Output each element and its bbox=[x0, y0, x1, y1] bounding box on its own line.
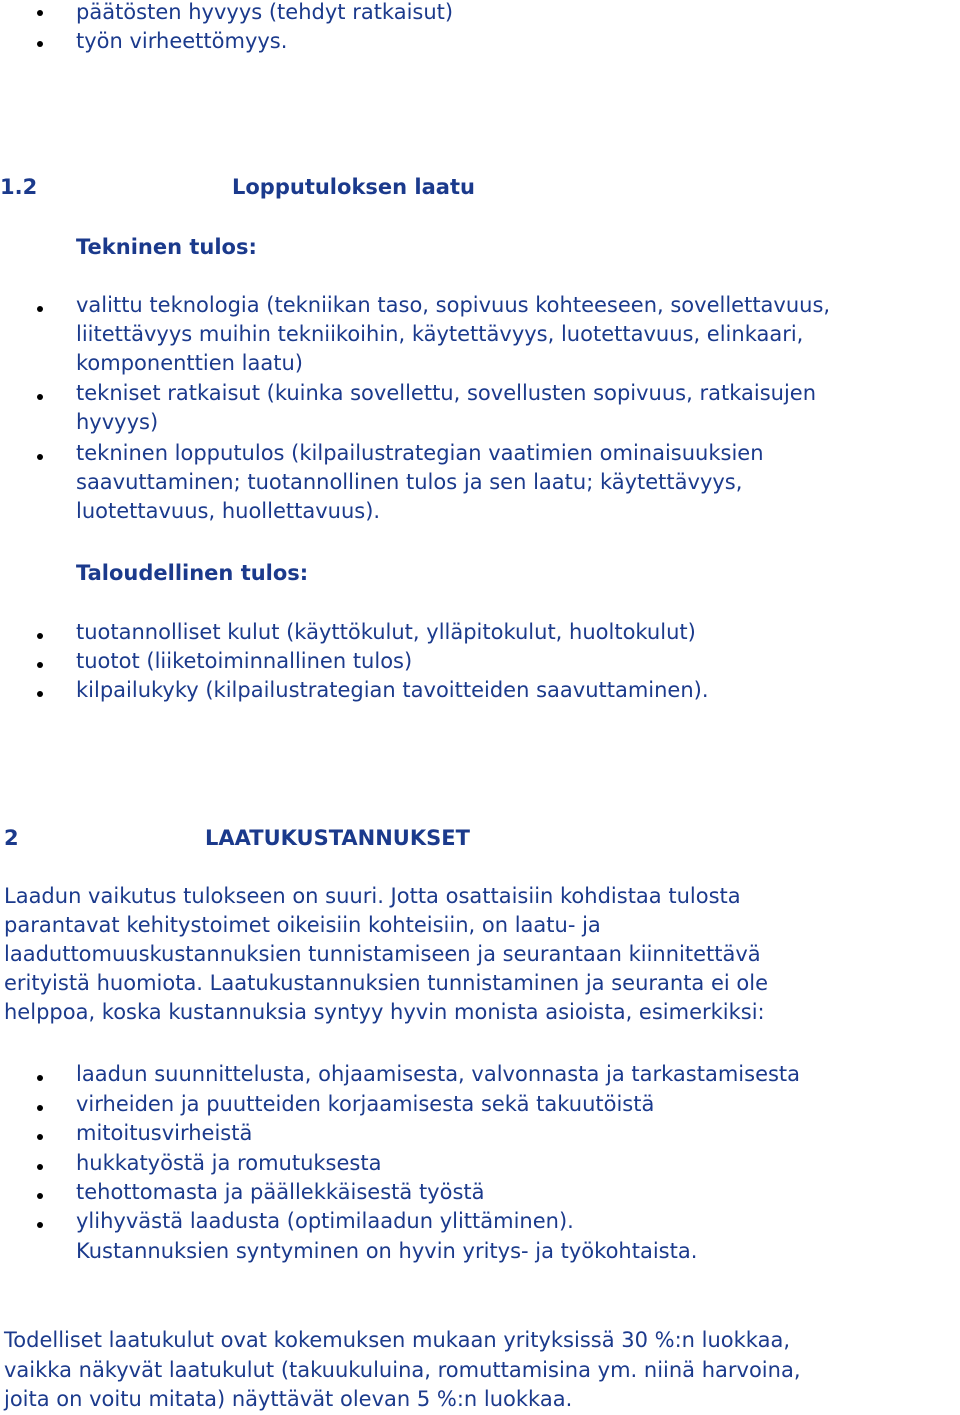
bullet-dot bbox=[37, 1105, 43, 1111]
bullet-dot bbox=[37, 691, 43, 697]
bullet-dot bbox=[37, 10, 43, 16]
paragraph-line: laaduttomuuskustannuksien tunnistamiseen ja seurantaan kiinnitettävä bbox=[4, 942, 761, 966]
list-item: kilpailukyky (kilpailustrategian tavoitteiden saavuttaminen). bbox=[76, 678, 709, 702]
bullet-dot bbox=[37, 394, 43, 400]
section-title: Lopputuloksen laatu bbox=[232, 175, 475, 199]
bullet-dot bbox=[37, 662, 43, 668]
paragraph-line: helppoa, koska kustannuksia syntyy hyvin monista asioista, esimerkiksi: bbox=[4, 1000, 765, 1024]
list-item: ylihyvästä laadusta (optimilaadun ylittäminen). bbox=[76, 1209, 574, 1233]
list-item-line: tekninen lopputulos (kilpailustrategian vaatimien ominaisuuksien bbox=[76, 441, 764, 465]
paragraph-line: parantavat kehitystoimet oikeisiin kohteisiin, on laatu- ja bbox=[4, 913, 601, 937]
section-number: 2 bbox=[4, 826, 19, 850]
bullet-dot bbox=[37, 41, 43, 47]
bullet-dot bbox=[37, 1193, 43, 1199]
bullet-dot bbox=[37, 1164, 43, 1170]
list-item-line: valittu teknologia (tekniikan taso, sopivuus kohteeseen, sovellettavuus, bbox=[76, 293, 831, 317]
list-item-line: liitettävyys muihin tekniikoihin, käytettävyys, luotettavuus, elinkaari, bbox=[76, 322, 804, 346]
list-item-line: hyvyys) bbox=[76, 410, 159, 434]
bullet-dot bbox=[37, 1222, 43, 1228]
list-item: mitoitusvirheistä bbox=[76, 1121, 253, 1145]
section-number: 1.2 bbox=[0, 175, 38, 199]
paragraph-line: joita on voitu mitata) näyttävät olevan 5 %:n luokkaa. bbox=[4, 1387, 573, 1411]
bullet-dot bbox=[37, 633, 43, 639]
list-item: tuotot (liiketoiminnallinen tulos) bbox=[76, 649, 413, 673]
bullet-dot bbox=[37, 454, 43, 460]
section-title: LAATUKUSTANNUKSET bbox=[205, 826, 470, 850]
paragraph-line: Todelliset laatukulut ovat kokemuksen mukaan yrityksissä 30 %:n luokkaa, bbox=[4, 1328, 791, 1352]
list-item: laadun suunnittelusta, ohjaamisesta, valvonnasta ja tarkastamisesta bbox=[76, 1062, 801, 1086]
list-item: tuotannolliset kulut (käyttökulut, ylläpitokulut, huoltokulut) bbox=[76, 620, 696, 644]
bullet-dot bbox=[37, 1134, 43, 1140]
list-item-line: luotettavuus, huollettavuus). bbox=[76, 499, 381, 523]
list-item: päätösten hyvyys (tehdyt ratkaisut) bbox=[76, 0, 454, 24]
bullet-dot bbox=[37, 1075, 43, 1081]
list-item: hukkatyöstä ja romutuksesta bbox=[76, 1151, 382, 1175]
paragraph-line: erityistä huomiota. Laatukustannuksien tunnistaminen ja seuranta ei ole bbox=[4, 971, 768, 995]
list-item-line: tekniset ratkaisut (kuinka sovellettu, sovellusten sopivuus, ratkaisujen bbox=[76, 381, 817, 405]
list-item-line: komponenttien laatu) bbox=[76, 351, 303, 375]
subheading-tekninen: Tekninen tulos: bbox=[76, 235, 257, 259]
list-item: tehottomasta ja päällekkäisestä työstä bbox=[76, 1180, 485, 1204]
subheading-taloudellinen: Taloudellinen tulos: bbox=[76, 561, 309, 585]
list-note: Kustannuksien syntyminen on hyvin yritys- ja työkohtaista. bbox=[76, 1239, 698, 1263]
bullet-dot bbox=[37, 306, 43, 312]
list-item-line: saavuttaminen; tuotannollinen tulos ja sen laatu; käytettävyys, bbox=[76, 470, 743, 494]
list-item: virheiden ja puutteiden korjaamisesta sekä takuutöistä bbox=[76, 1092, 655, 1116]
list-item: työn virheettömyys. bbox=[76, 29, 288, 53]
paragraph-line: Laadun vaikutus tulokseen on suuri. Jotta osattaisiin kohdistaa tulosta bbox=[4, 884, 741, 908]
paragraph-line: vaikka näkyvät laatukulut (takuukuluina, romuttamisina ym. niinä harvoina, bbox=[4, 1358, 801, 1382]
